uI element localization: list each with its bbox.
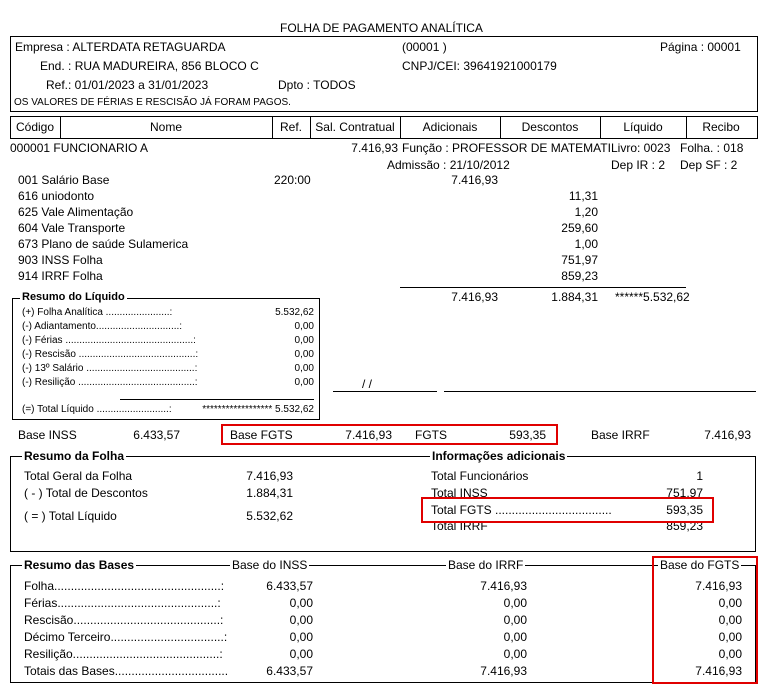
resumo-liquido-title: Resumo do Líquido bbox=[22, 291, 125, 303]
col-codigo: Código bbox=[15, 120, 55, 134]
resumo-bases-inss: 6.433,57 bbox=[266, 579, 313, 593]
resumo-bases-label: Folha..................................................: bbox=[24, 579, 225, 593]
item-desconto: 859,23 bbox=[561, 269, 598, 283]
base-fgts-value: 7.416,93 bbox=[345, 428, 392, 442]
base-irrf-value: 7.416,93 bbox=[704, 428, 751, 442]
employee-salary: 7.416,93 bbox=[351, 141, 398, 155]
company-address: End. : RUA MADUREIRA, 856 BLOCO C bbox=[40, 59, 259, 73]
resumo-liquido-label: (-) 13º Salário .......................................: bbox=[22, 363, 198, 374]
resumo-liquido-label: (-) Resilição ..........................................: bbox=[22, 377, 198, 388]
fgts-value: 593,35 bbox=[509, 428, 546, 442]
highlight-base-do-fgts bbox=[652, 556, 758, 684]
company-name: Empresa : ALTERDATA RETAGUARDA bbox=[15, 40, 226, 54]
employee-admission: Admissão : 21/10/2012 bbox=[387, 158, 510, 172]
col-adicionais: Adicionais bbox=[422, 120, 478, 134]
item-ref: 220:00 bbox=[274, 173, 311, 187]
informacoes-label: Total IRRF bbox=[431, 519, 488, 533]
resumo-folha-label: ( = ) Total Líquido bbox=[24, 509, 117, 523]
resumo-bases-inss: 6.433,57 bbox=[266, 664, 313, 678]
resumo-bases-col-irrf: Base do IRRF bbox=[448, 558, 524, 572]
informacoes-value: 859,23 bbox=[666, 519, 703, 533]
col-liquido: Líquido bbox=[623, 120, 663, 134]
resumo-liquido-value: 0,00 bbox=[294, 321, 314, 332]
resumo-bases-irrf: 0,00 bbox=[503, 647, 527, 661]
resumo-folha-value: 5.532,62 bbox=[246, 509, 293, 523]
item-desconto: 11,31 bbox=[568, 189, 598, 203]
item-description: 604 Vale Transporte bbox=[18, 221, 126, 235]
item-desconto: 1,00 bbox=[574, 237, 598, 251]
base-inss-label: Base INSS bbox=[18, 428, 77, 442]
resumo-bases-fgts: 0,00 bbox=[718, 630, 742, 644]
resumo-folha-label: ( - ) Total de Descontos bbox=[24, 486, 148, 500]
employee-function: Função : PROFESSOR DE MATEMATI bbox=[402, 141, 611, 155]
item-description: 673 Plano de saúde Sulamerica bbox=[18, 237, 189, 251]
resumo-bases-irrf: 7.416,93 bbox=[480, 579, 527, 593]
resumo-folha-title: Resumo da Folha bbox=[24, 449, 125, 463]
resumo-liquido-label: (-) Férias ..............................................: bbox=[22, 335, 196, 346]
item-description: 903 INSS Folha bbox=[18, 253, 103, 267]
resumo-liquido-label: (-) Adiantamento..............................: bbox=[22, 321, 183, 332]
resumo-bases-irrf: 7.416,93 bbox=[480, 664, 527, 678]
total-descontos: 1.884,31 bbox=[551, 290, 598, 304]
signature-date: / / bbox=[362, 377, 373, 391]
resumo-bases-label: Férias................................................: bbox=[24, 596, 221, 610]
informacoes-value: 593,35 bbox=[666, 503, 703, 517]
resumo-folha-value: 1.884,31 bbox=[246, 486, 293, 500]
resumo-liquido-label: (+) Folha Analítica .......................: bbox=[22, 307, 173, 318]
department: Dpto : TODOS bbox=[278, 78, 356, 92]
total-adicionais: 7.416,93 bbox=[451, 290, 498, 304]
item-desconto: 259,60 bbox=[561, 221, 598, 235]
informacoes-value: 1 bbox=[696, 469, 703, 483]
resumo-liquido-value: 5.532,62 bbox=[275, 307, 314, 318]
informacoes-label: Total FGTS ................................... bbox=[431, 503, 612, 517]
base-irrf-label: Base IRRF bbox=[591, 428, 650, 442]
resumo-bases-irrf: 0,00 bbox=[503, 630, 527, 644]
employee-livro: Livro: 0023 bbox=[611, 141, 671, 155]
resumo-folha-label: Total Geral da Folha bbox=[24, 469, 133, 483]
item-desconto: 751,97 bbox=[561, 253, 598, 267]
highlight-base-fgts bbox=[221, 424, 558, 445]
resumo-bases-fgts: 0,00 bbox=[718, 613, 742, 627]
employee-line: 000001 FUNCIONARIO A bbox=[10, 141, 149, 155]
informacoes-label: Total Funcionários bbox=[431, 469, 529, 483]
resumo-bases-inss: 0,00 bbox=[289, 596, 313, 610]
employee-dep-sf: Dep SF : 2 bbox=[680, 158, 738, 172]
resumo-liquido-value: 0,00 bbox=[294, 349, 314, 360]
resumo-bases-label: Décimo Terceiro..................................: bbox=[24, 630, 228, 644]
resumo-bases-irrf: 0,00 bbox=[503, 613, 527, 627]
resumo-bases-inss: 0,00 bbox=[289, 647, 313, 661]
resumo-liquido-total-label: (=) Total Líquido ..........................: bbox=[22, 404, 172, 415]
informacoes-label: Total INSS bbox=[431, 486, 488, 500]
base-inss-value: 6.433,57 bbox=[133, 428, 180, 442]
employee-dep-ir: Dep IR : 2 bbox=[611, 158, 666, 172]
company-code: (00001 ) bbox=[402, 40, 447, 54]
resumo-liquido-value: 0,00 bbox=[294, 377, 314, 388]
total-liquido: ******5.532,62 bbox=[615, 290, 690, 304]
report-title: FOLHA DE PAGAMENTO ANALÍTICA bbox=[280, 21, 483, 35]
resumo-bases-fgts: 7.416,93 bbox=[695, 664, 742, 678]
item-description: 616 uniodonto bbox=[18, 189, 95, 203]
resumo-bases-label: Totais das Bases.................................. bbox=[24, 664, 229, 678]
col-sal-contratual: Sal. Contratual bbox=[315, 120, 395, 134]
resumo-bases-inss: 0,00 bbox=[289, 613, 313, 627]
resumo-liquido-label: (-) Rescisão ..........................................: bbox=[22, 349, 199, 360]
report-note: OS VALORES DE FÉRIAS E RESCISÃO JÁ FORAM PAGOS. bbox=[14, 97, 291, 108]
col-descontos: Descontos bbox=[521, 120, 579, 134]
resumo-bases-label: Resilição............................................: bbox=[24, 647, 223, 661]
item-description: 625 Vale Alimentação bbox=[18, 205, 134, 219]
item-description: 914 IRRF Folha bbox=[18, 269, 103, 283]
col-recibo: Recibo bbox=[702, 120, 740, 134]
informacoes-value: 751,97 bbox=[666, 486, 703, 500]
item-desconto: 1,20 bbox=[574, 205, 598, 219]
resumo-folha-value: 7.416,93 bbox=[246, 469, 293, 483]
employee-folha: Folha. : 018 bbox=[680, 141, 744, 155]
resumo-bases-fgts: 0,00 bbox=[718, 647, 742, 661]
base-fgts-label: Base FGTS bbox=[230, 428, 293, 442]
resumo-liquido-value: 0,00 bbox=[294, 335, 314, 346]
resumo-bases-fgts: 7.416,93 bbox=[695, 579, 742, 593]
resumo-bases-inss: 0,00 bbox=[289, 630, 313, 644]
resumo-liquido-value: 0,00 bbox=[294, 363, 314, 374]
resumo-bases-label: Rescisão............................................: bbox=[24, 613, 224, 627]
page-number: Página : 00001 bbox=[660, 40, 741, 54]
resumo-bases-fgts: 0,00 bbox=[718, 596, 742, 610]
col-ref: Ref. bbox=[279, 120, 302, 134]
resumo-bases-irrf: 0,00 bbox=[503, 596, 527, 610]
item-description: 001 Salário Base bbox=[18, 173, 110, 187]
fgts-label: FGTS bbox=[415, 428, 447, 442]
col-nome: Nome bbox=[149, 120, 182, 134]
resumo-liquido-total-value: ****************** 5.532,62 bbox=[202, 404, 314, 415]
resumo-bases-title: Resumo das Bases bbox=[24, 558, 135, 572]
reference-period: Ref.: 01/01/2023 a 31/01/2023 bbox=[46, 78, 209, 92]
resumo-bases-col-inss: Base do INSS bbox=[232, 558, 308, 572]
highlight-total-fgts bbox=[421, 497, 714, 523]
item-adicional: 7.416,93 bbox=[451, 173, 498, 187]
informacoes-title: Informações adicionais bbox=[432, 449, 566, 463]
resumo-bases-col-fgts: Base do FGTS bbox=[660, 558, 740, 572]
company-cnpj: CNPJ/CEI: 39641921000179 bbox=[402, 59, 557, 73]
